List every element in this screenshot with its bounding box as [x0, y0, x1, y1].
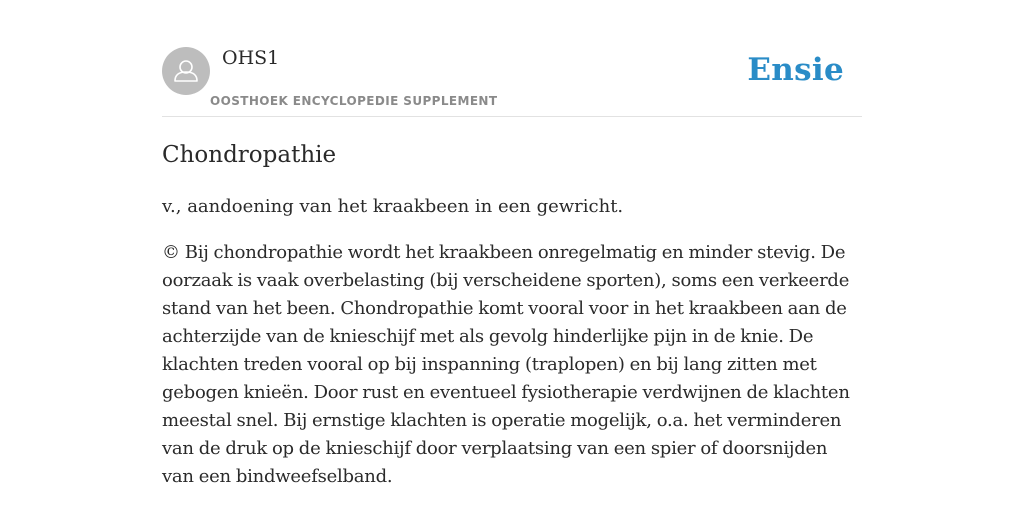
definition-text: v., aandoening van het kraakbeen in een gewricht.	[162, 196, 624, 217]
user-icon	[162, 47, 210, 95]
article-body: © Bij chondropathie wordt het kraakbeen onregelmatig en minder stevig. De oorzaak is vaak overbelasting (bij verscheidene sporten), soms een verkeerde stand van het been. Chondropathie komt vooral voor in het kraakbeen aan de achterzijde van de knieschijf met als gevolg hinderlijke pijn in de knie. De klachten treden vooral op bij inspanning (traplopen) en bij lang zitten met gebogen knieën. Door rust en eventueel fysiotherapie verdwijnen de klachten meestal snel. Bij ernstige klachten is operatie mogelijk, o.a. het verminderen van de druk op de knieschijf door verplaatsing van een spier of doorsnijden van een bindweefselband.	[162, 242, 850, 487]
ensie-logo[interactable]: Ensie	[747, 52, 844, 88]
page-title: Chondropathie	[162, 142, 337, 168]
avatar[interactable]	[162, 47, 210, 95]
header	[162, 0, 862, 117]
source-label[interactable]: OOSTHOEK ENCYCLOPEDIE SUPPLEMENT	[210, 94, 498, 108]
author-name[interactable]: OHS1	[222, 47, 280, 69]
page	[162, 0, 862, 512]
